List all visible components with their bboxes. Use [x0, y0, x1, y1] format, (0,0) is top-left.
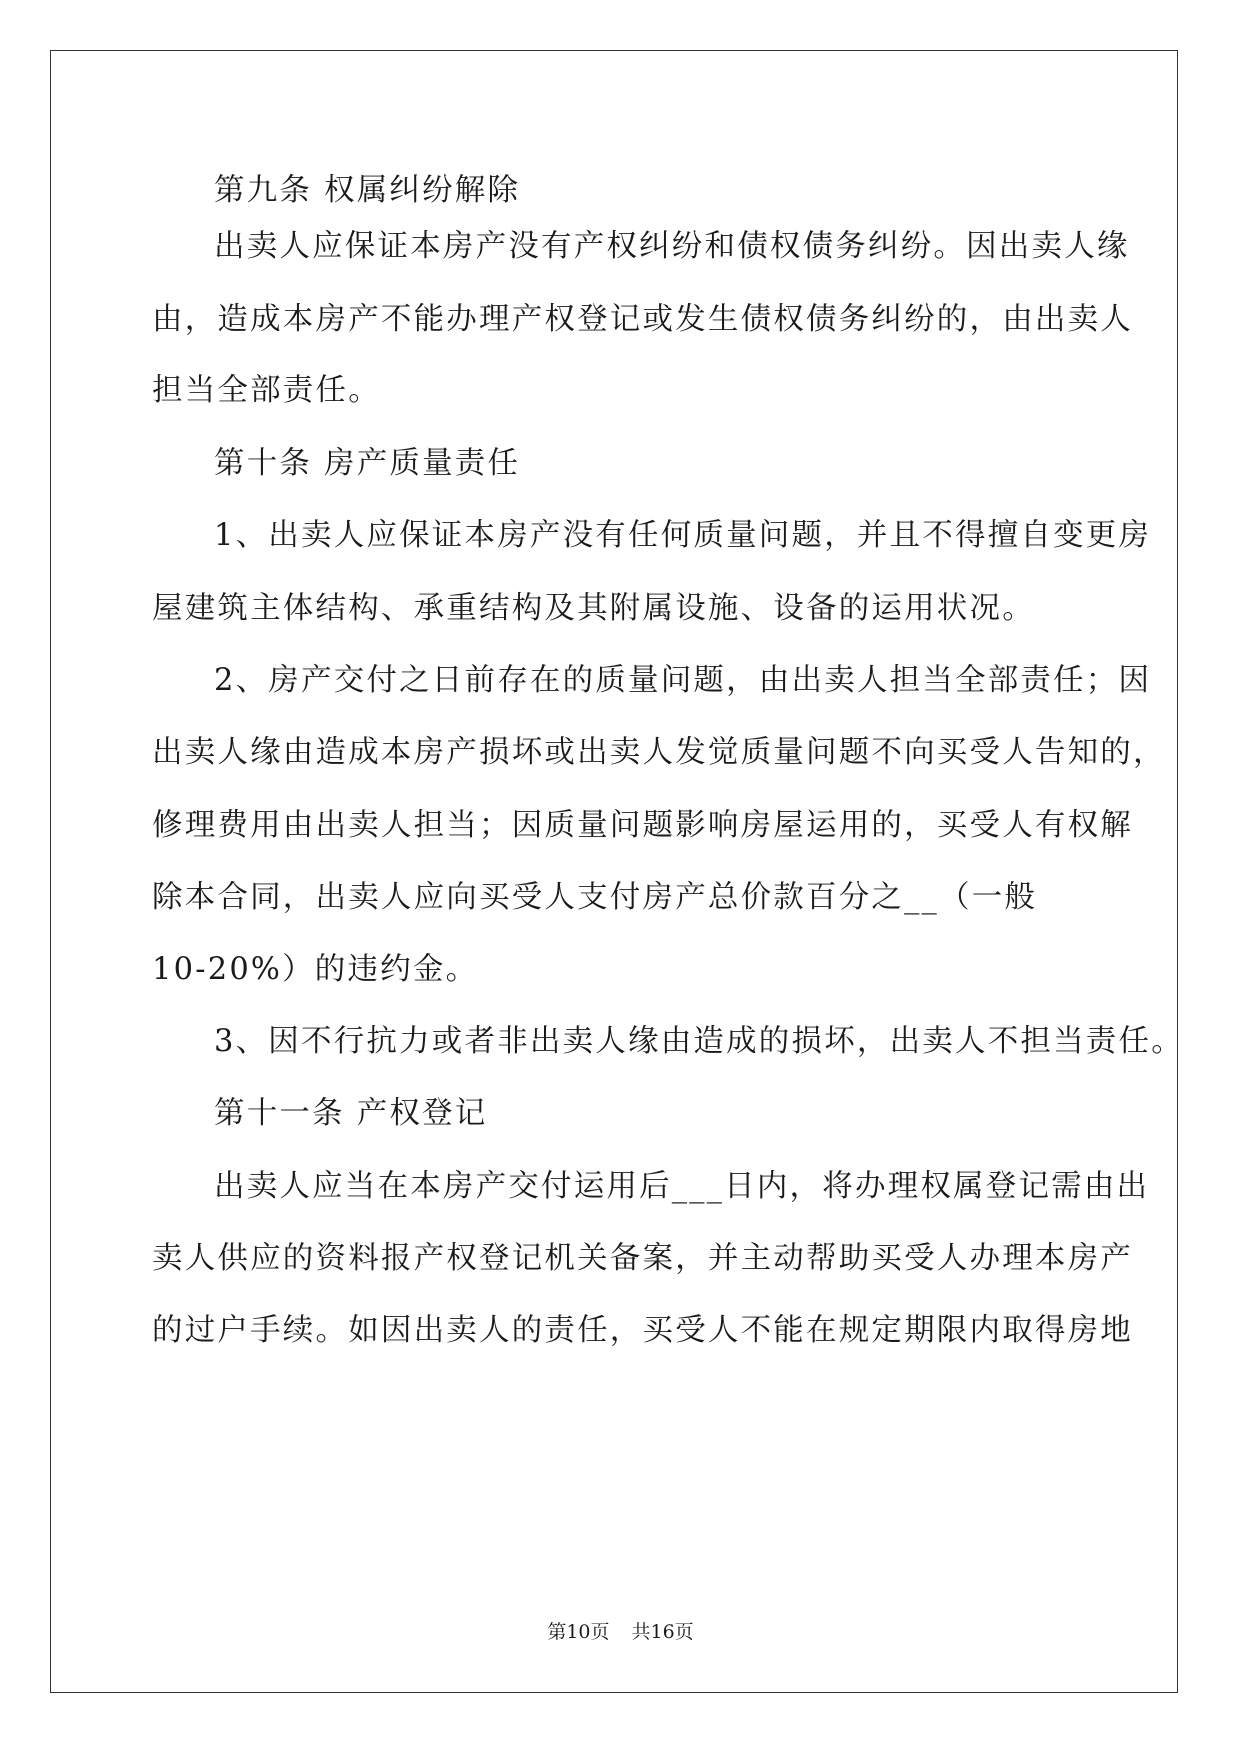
paragraph-line: 卖人供应的资料报产权登记机关备案，并主动帮助买受人办理本房产	[152, 1241, 1133, 1276]
page-total: 共16页	[631, 1621, 694, 1643]
paragraph-line: 2、房产交付之日前存在的质量问题，由出卖人担当全部责任；因	[214, 663, 1152, 698]
page-border	[50, 50, 1178, 1693]
heading-article-9: 第九条 权属纠纷解除	[214, 173, 521, 208]
paragraph-line: 3、因不行抗力或者非出卖人缘由造成的损坏，出卖人不担当责任。	[214, 1024, 1184, 1059]
paragraph-line: 出卖人应保证本房产没有产权纠纷和债权债务纠纷。因出卖人缘	[214, 229, 1130, 264]
paragraph-line: 屋建筑主体结构、承重结构及其附属设施、设备的运用状况。	[152, 591, 1035, 626]
page-footer	[0, 1620, 1241, 1644]
page-number: 第10页	[547, 1621, 610, 1643]
heading-article-10: 第十条 房产质量责任	[214, 446, 521, 481]
paragraph-line: 担当全部责任。	[152, 373, 381, 408]
heading-article-11: 第十一条 产权登记	[214, 1096, 488, 1131]
paragraph-line: 修理费用由出卖人担当；因质量问题影响房屋运用的，买受人有权解	[152, 808, 1133, 843]
paragraph-line: 除本合同，出卖人应向买受人支付房产总价款百分之__（一般	[152, 880, 1038, 915]
paragraph-line: 的过户手续。如因出卖人的责任，买受人不能在规定期限内取得房地	[152, 1313, 1133, 1348]
paragraph-line: 10-20%）的违约金。	[152, 952, 479, 987]
paragraph-line: 出卖人缘由造成本房产损坏或出卖人发觉质量问题不向买受人告知的，	[152, 735, 1166, 770]
paragraph-line: 由，造成本房产不能办理产权登记或发生债权债务纠纷的，由出卖人	[152, 302, 1133, 337]
paragraph-line: 出卖人应当在本房产交付运用后___日内，将办理权属登记需由出	[214, 1169, 1150, 1204]
paragraph-line: 1、出卖人应保证本房产没有任何质量问题，并且不得擅自变更房	[214, 518, 1152, 553]
